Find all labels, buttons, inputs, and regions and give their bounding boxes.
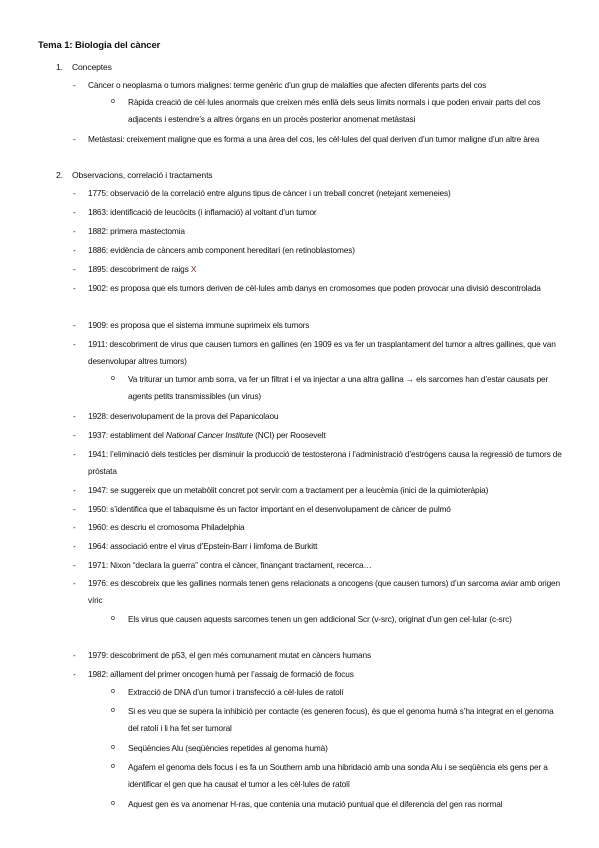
circle-bullet: o <box>111 615 115 622</box>
section-label: Conceptes <box>72 62 112 72</box>
dash-bullet: - <box>73 650 76 660</box>
sub-list-item <box>111 611 563 628</box>
list-item <box>73 280 563 297</box>
timeline-entry: 1863: identificació de leucòcits (i inflamació) al voltant d’un tumor <box>88 207 317 217</box>
sub-list-item <box>111 703 563 737</box>
dash-bullet: - <box>73 485 76 495</box>
list-item <box>73 131 563 148</box>
timeline-entry: 1950: s’identifica que el tabaquisme és un factor important en el desenvolupament de càncer de pulmó <box>88 504 451 514</box>
list-item <box>73 317 563 334</box>
timeline-detail: Aquest gen es va anomenar H-ras, que contenia una mutació puntual que el diferencia del gen ras normal <box>128 799 503 809</box>
list-item <box>73 446 563 480</box>
list-item <box>73 501 563 518</box>
sub-list-item <box>111 796 563 813</box>
page-title: Tema 1: Biologia del càncer <box>38 40 161 51</box>
timeline-entry: 1941: l’eliminació dels testicles per disminuir la producció de testosterona i l’administració d’estrògens causa la regressió de tumors de pròstata <box>88 449 562 476</box>
sub-list-item <box>111 759 563 793</box>
timeline-entry: 1911: descobriment de virus que causen tumors en gallines (en 1909 es va fer un trasplantament del tumor a altres gallines, que van desenvolupar altres tumors) <box>88 339 556 366</box>
list-item <box>73 223 563 240</box>
list-item <box>73 261 563 278</box>
dash-bullet: - <box>73 245 76 255</box>
dash-bullet: - <box>73 669 76 679</box>
timeline-entry: 1775: observació de la correlació entre alguns tipus de càncer i un treball concret (netejant xemeneies) <box>88 188 451 198</box>
timeline-detail: Els virus que causen aquests sarcomes tenen un gen addicional Scr (v-src), originat d’un gen cel·lular (c-src) <box>128 614 512 624</box>
circle-bullet: o <box>111 98 115 105</box>
timeline-entry: 1964: associació entre el virus d’Epstein-Barr i limfoma de Burkitt <box>88 541 318 551</box>
dash-bullet: - <box>73 504 76 514</box>
dash-bullet: - <box>73 430 76 440</box>
list-item <box>73 647 563 664</box>
dash-bullet: - <box>73 283 76 293</box>
circle-bullet: o <box>111 744 115 751</box>
list-item <box>73 185 563 202</box>
dash-bullet: - <box>73 207 76 217</box>
section-heading-1 <box>56 62 112 72</box>
timeline-entry: 1902: es proposa que els tumors deriven de cèl·lules amb danys en cromosomes que poden provocar una divisió descontrolada <box>88 283 541 293</box>
dash-bullet: - <box>73 226 76 236</box>
timeline-detail: Va triturar un tumor amb sorra, va fer un filtrat i el va injectar a una altra gallina → els sarcomes han d’estar causats per agents petits transmissibles (un virus) <box>128 374 549 401</box>
list-item <box>73 482 563 499</box>
timeline-entry: 1909: es proposa que el sistema immune suprimeix els tumors <box>88 320 310 330</box>
dash-bullet: - <box>73 320 76 330</box>
circle-bullet: o <box>111 800 115 807</box>
section-number: 2. <box>56 170 63 180</box>
sub-list-item <box>111 94 563 128</box>
circle-bullet: o <box>111 688 115 695</box>
timeline-detail: Si es veu que se supera la inhibició per contacte (es generen focus), és que el genoma humà s’ha integrat en el genoma del ratolí i li ha fet ser tumoral <box>128 706 554 733</box>
section-label: Observacions, correlació i tractaments <box>72 170 213 180</box>
entry-italic: National Cancer Institute <box>165 430 253 440</box>
timeline-entry <box>88 261 563 278</box>
timeline-entry: 1976: es descobreix que les gallines normals tenen gens relacionats a oncogens (que causen tumors) d’un sarcoma aviar amb origen víric <box>88 578 560 605</box>
dash-bullet: - <box>73 134 76 144</box>
list-item <box>73 666 563 683</box>
timeline-detail: Agafem el genoma dels focus i es fa un Southern amb una hibridació amb una sonda Alu i se seqüència els gens per a identificar el gen que ha causat el tumor a les cèl·lules de ratolí <box>128 762 548 789</box>
concept-metastasis: Metàstasi: creixement maligne que es forma a una àrea del cos, les cèl·lules del qual deriven d’un tumor maligne d’un altre àrea <box>88 134 540 144</box>
dash-bullet: - <box>73 541 76 551</box>
list-item <box>73 557 563 574</box>
list-item <box>73 77 563 94</box>
list-item <box>73 336 563 370</box>
dash-bullet: - <box>73 578 76 588</box>
concept-cancer: Càncer o neoplasma o tumors malignes: terme genèric d’un grup de malalties que afecten diferents parts del cos <box>88 80 487 90</box>
entry-text: 1937: establiment del <box>88 430 166 440</box>
entry-text: 1895: descobriment de raigs <box>88 264 191 274</box>
list-item <box>73 204 563 221</box>
timeline-entry: 1982: aïllament del primer oncogen humà per l’assaig de formació de focus <box>88 669 354 679</box>
timeline-entry: 1979: descobriment de p53, el gen més comunament mutat en càncers humans <box>88 650 371 660</box>
dash-bullet: - <box>73 264 76 274</box>
section-number: 1. <box>56 62 63 72</box>
list-item <box>73 427 563 444</box>
circle-bullet: o <box>111 763 115 770</box>
circle-bullet: o <box>111 375 115 382</box>
list-item <box>73 519 563 536</box>
sub-list-item <box>111 684 563 701</box>
list-item <box>73 538 563 555</box>
entry-highlight: X <box>190 264 197 274</box>
section-heading-2 <box>56 170 212 180</box>
dash-bullet: - <box>73 522 76 532</box>
dash-bullet: - <box>73 339 76 349</box>
dash-bullet: - <box>73 188 76 198</box>
timeline-detail: Extracció de DNA d’un tumor i transfecció a cèl·lules de ratolí <box>128 687 344 697</box>
dash-bullet: - <box>73 449 76 459</box>
timeline-entry: 1960: es descriu el cromosoma Philadelphia <box>88 522 245 532</box>
dash-bullet: - <box>73 560 76 570</box>
concept-cancer-detail: Ràpida creació de cèl·lules anormals que creixen més enllà dels seus límits normals i que poden envair parts del cos adjacents i estendre’s a altres òrgans en un procés posterior anomenat metàstasi <box>128 97 541 124</box>
sub-list-item <box>111 371 563 405</box>
timeline-entry: 1947: se suggereix que un metabòlit concret pot servir com a tractament per a leucèmia (inici de la quimioteràpia) <box>88 485 489 495</box>
timeline-detail: Seqüències Alu (seqüències repetides al genoma humà) <box>128 743 328 753</box>
circle-bullet: o <box>111 707 115 714</box>
list-item <box>73 575 563 609</box>
list-item <box>73 242 563 259</box>
timeline-entry <box>88 427 563 444</box>
timeline-entry: 1882: primera mastectomia <box>88 226 185 236</box>
entry-text: (NCI) per Roosevelt <box>253 430 326 440</box>
timeline-entry: 1886: evidència de càncers amb component hereditari (en retinoblastomes) <box>88 245 355 255</box>
sub-list-item <box>111 740 563 757</box>
timeline-entry: 1971: Nixon “declara la guerra” contra el càncer, finançant tractament, recerca… <box>88 560 372 570</box>
dash-bullet: - <box>73 411 76 421</box>
timeline-entry: 1928: desenvolupament de la prova del Papanicolaou <box>88 411 279 421</box>
dash-bullet: - <box>73 80 76 90</box>
list-item <box>73 408 563 425</box>
